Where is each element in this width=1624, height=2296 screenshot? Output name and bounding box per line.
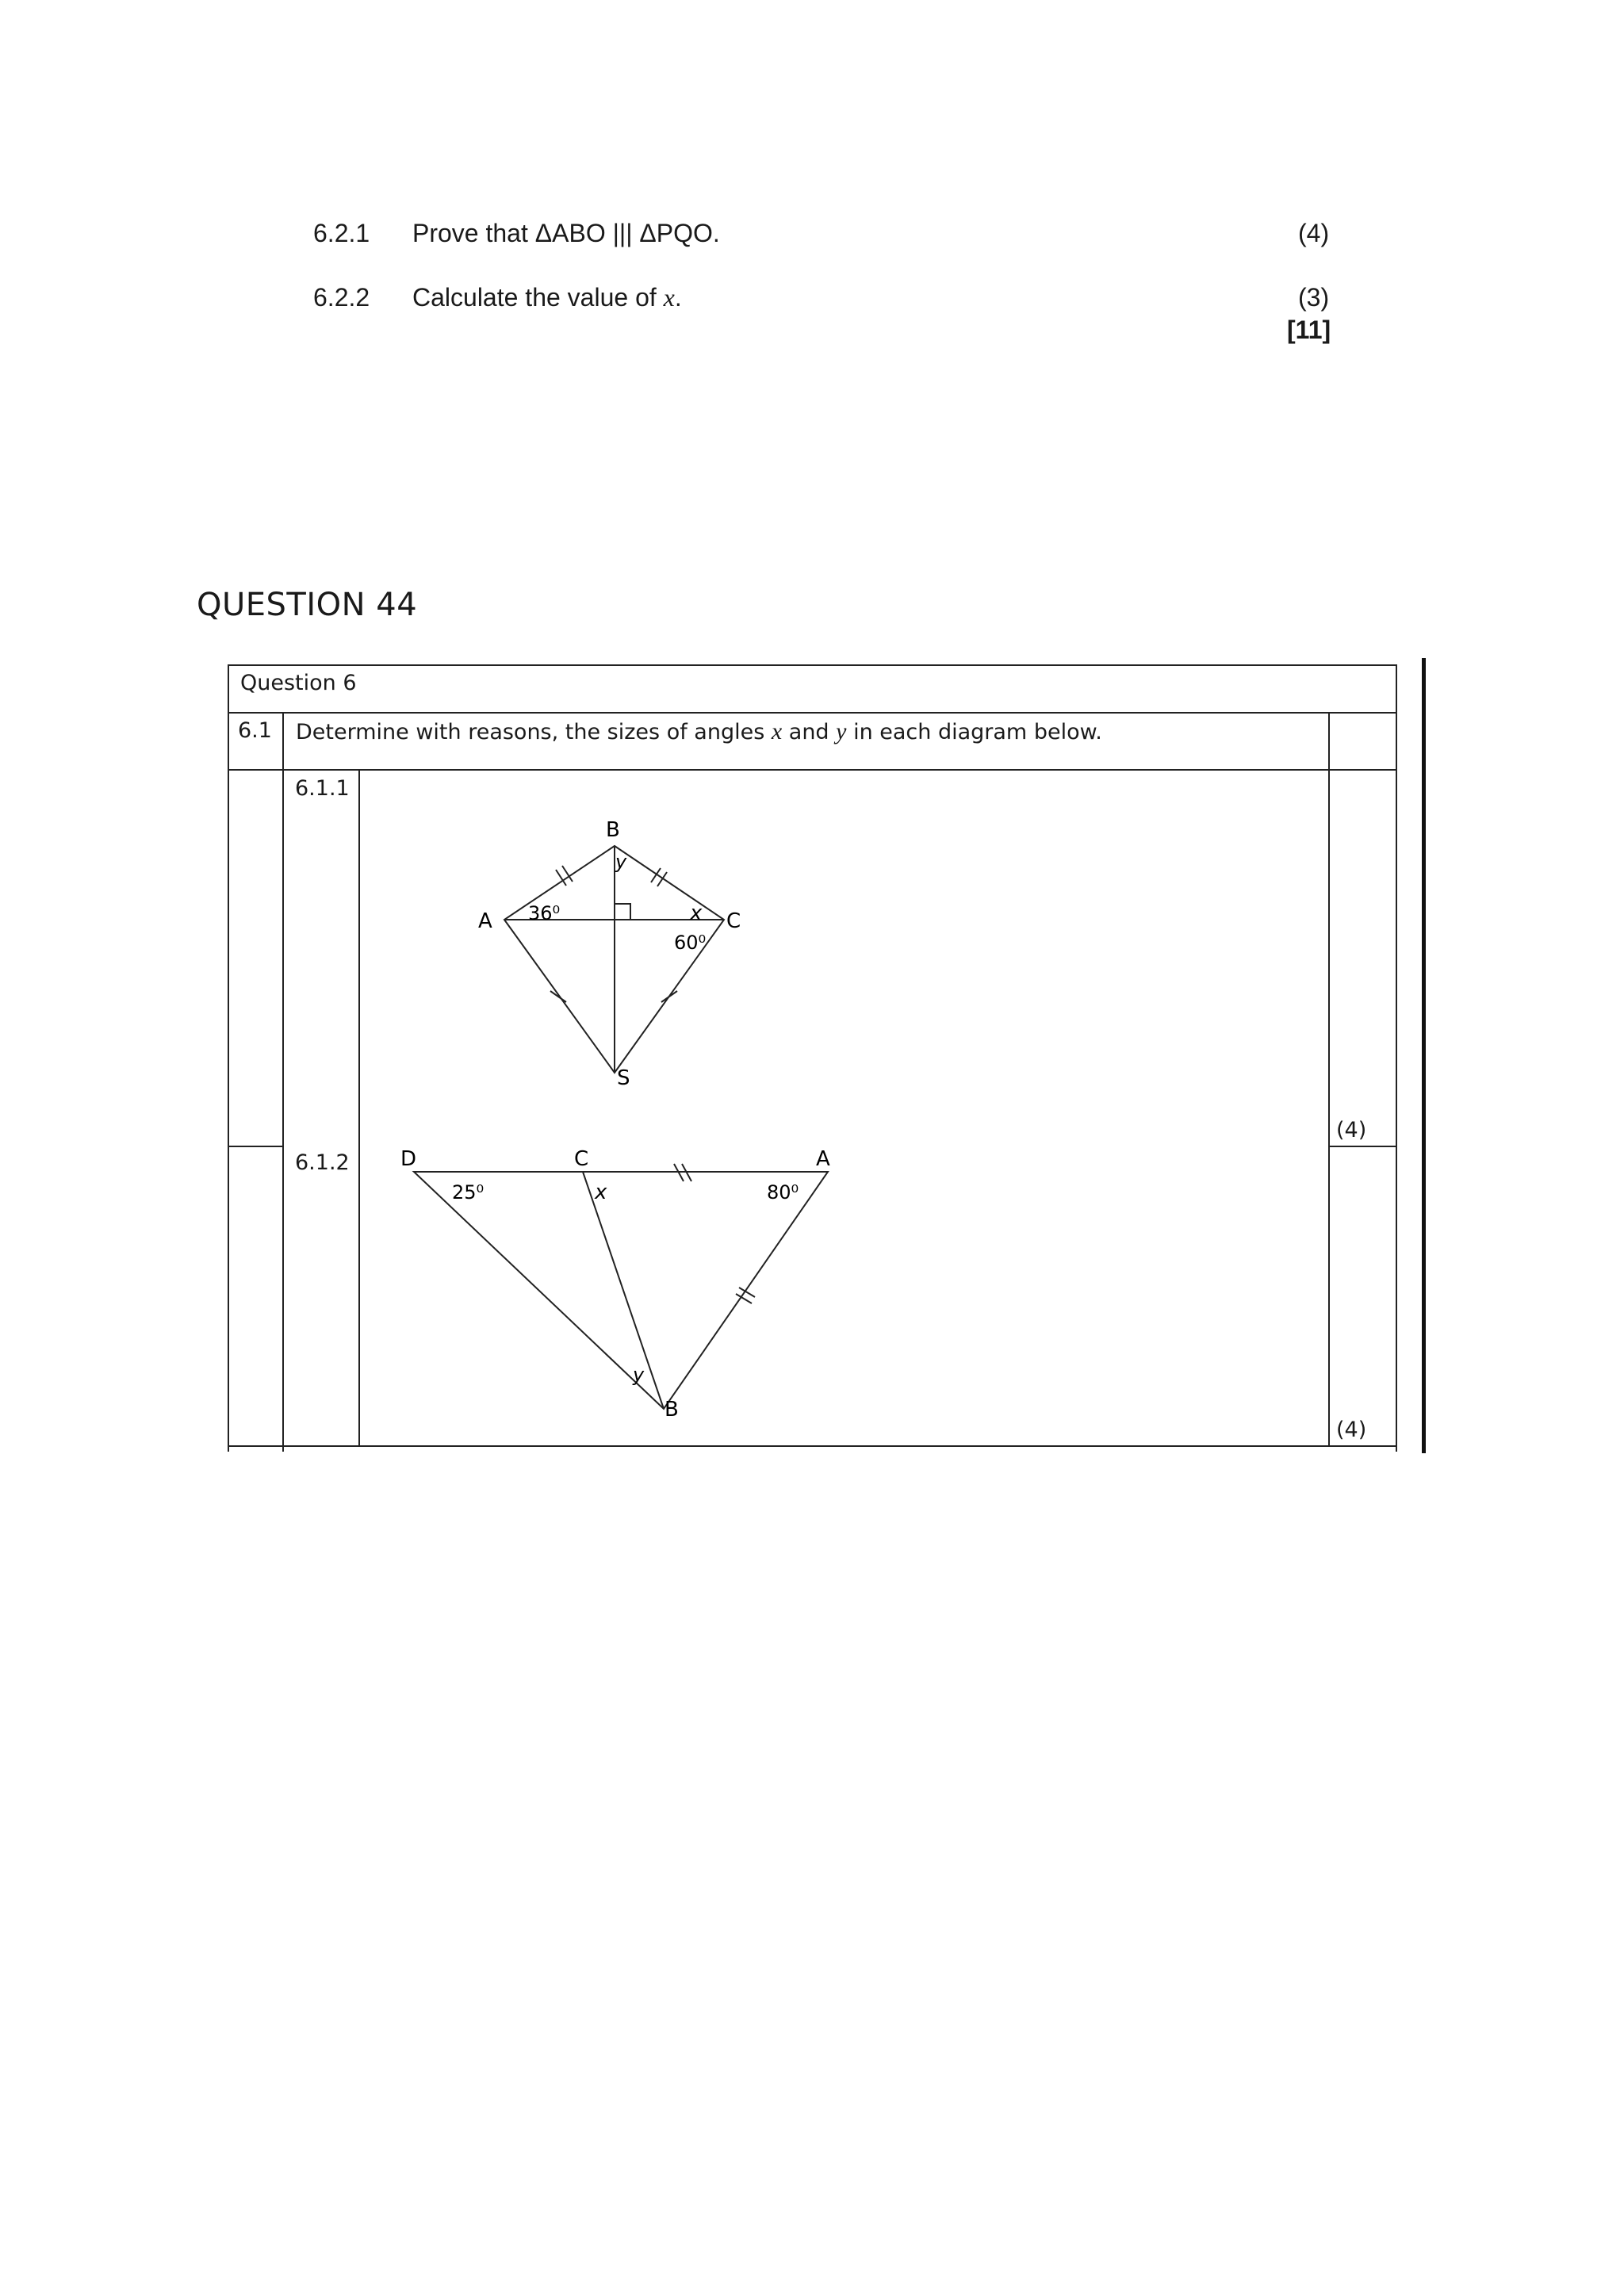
- angle-x-label: x: [690, 901, 703, 925]
- angle-x-label: x: [595, 1181, 607, 1204]
- vertex-label-d: D: [400, 1147, 417, 1171]
- row-number: 6.1: [238, 718, 272, 743]
- vertex-label-s: S: [617, 1066, 630, 1090]
- question-number: 6.2.2: [313, 283, 370, 312]
- vertex-label-c: C: [726, 909, 741, 933]
- instruction-text: Determine with reasons, the sizes of angles x and y in each diagram below.: [296, 718, 1102, 744]
- subquestion-marks: (4): [1336, 1118, 1367, 1142]
- vertex-label-b: B: [606, 818, 620, 842]
- question-marks: (4): [1298, 219, 1330, 247]
- subquestion-number: 6.1.1: [295, 776, 350, 801]
- angle-d-label: 25⁰: [452, 1181, 485, 1203]
- question-text: Prove that ΔABO ||| ΔPQO.: [412, 219, 720, 247]
- angle-c-label: 60⁰: [674, 932, 707, 954]
- angle-y-label: y: [615, 851, 627, 873]
- vertex-label-a: A: [478, 909, 492, 933]
- subquestion-marks: (4): [1336, 1418, 1367, 1442]
- vertex-label-b: B: [665, 1398, 679, 1422]
- total-marks: [11]: [1287, 316, 1331, 344]
- question-marks: (3): [1298, 283, 1330, 312]
- angle-y-label: y: [633, 1364, 645, 1386]
- subquestion-number: 6.1.2: [295, 1150, 350, 1175]
- angle-a-label: 80⁰: [767, 1181, 799, 1203]
- question-heading: QUESTION 44: [197, 587, 418, 623]
- question-text: Calculate the value of x.: [412, 283, 682, 312]
- vertex-label-a: A: [816, 1147, 830, 1171]
- vertex-label-c: C: [574, 1147, 589, 1171]
- angle-a-label: 36⁰: [528, 902, 561, 924]
- table-header: Question 6: [240, 671, 357, 695]
- question-number: 6.2.1: [313, 219, 370, 247]
